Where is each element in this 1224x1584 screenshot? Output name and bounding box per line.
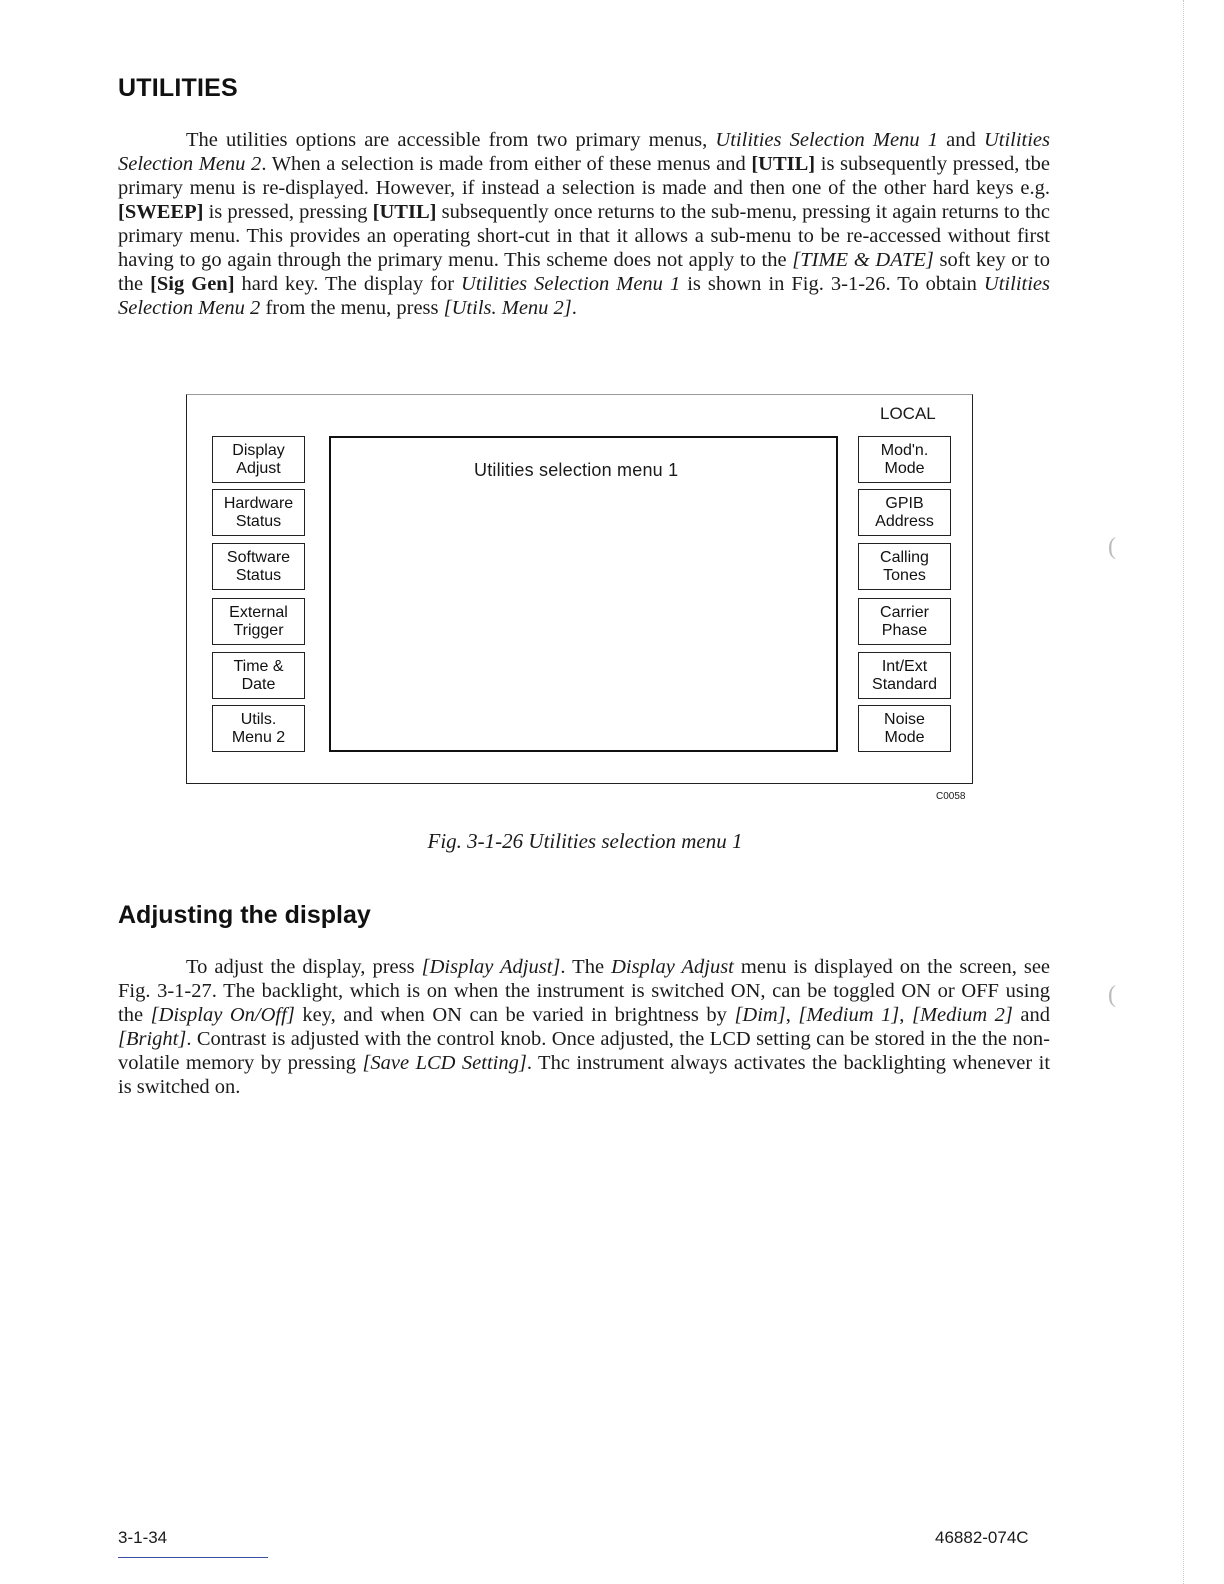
figure-caption: Fig. 3-1-26 Utilities selection menu 1: [427, 829, 743, 853]
softkey-int-ext-standard[interactable]: Int/Ext Standard: [858, 652, 951, 699]
softkey-hardware-status[interactable]: Hardware Status: [212, 489, 305, 536]
softkey-utils-menu-2[interactable]: Utils. Menu 2: [212, 705, 305, 752]
softkey-modn-mode[interactable]: Mod'n. Mode: [858, 436, 951, 483]
display-adjust-paragraph: To adjust the display, press [Display Adjust]. The Display Adjust menu is displayed on the screen, see Fig. 3-1-27. The backlight, which is on when the instrument is switched ON, can be toggled ON or OFF using the [Display On/Off] key, and when ON can be varied in brightness by [Dim], [Medium 1], [Medium 2] and [Bright]. Contrast is adjusted with the control knob. Once adjusted, the LCD setting can be stored in the the non-volatile memory by pressing [Save LCD Setting]. Thc instrument always activates the backlighting whenever it is switched on.: [118, 956, 1051, 1098]
softkey-gpib-address[interactable]: GPIB Address: [858, 489, 951, 536]
scan-mark: (: [1108, 534, 1116, 560]
footer-rule: [118, 1557, 268, 1558]
section-title-adjusting-display: Adjusting the display: [118, 901, 371, 929]
scan-mark: (: [1108, 982, 1116, 1008]
intro-paragraph: The utilities options are accessible from two primary menus, Utilities Selection Menu 1 and Utilities Selection Menu 2. When a selection is made from either of these menus and [UTIL] is subsequently pressed, tbe primary menu is re-displayed. However, if instead a selection is made and then one of the other hard keys e.g. [SWEEP] is pressed, pressing [UTIL] subsequently once returns to the sub-menu, pressing it again returns to thc primary menu. This provides an operating short-cut in that it allows a sub-menu to be re-accessed without first having to go again through the primary menu. This scheme does not apply to the [TIME & DATE] soft key or to the [Sig Gen] hard key. The display for Utilities Selection Menu 1 is shown in Fig. 3-1-26. To obtain Utilities Selection Menu 2 from the menu, press [Utils. Menu 2].: [118, 129, 1050, 319]
softkey-display-adjust[interactable]: Display Adjust: [212, 436, 305, 483]
status-local: LOCAL: [880, 404, 936, 423]
softkey-time-date[interactable]: Time & Date: [212, 652, 305, 699]
page-number: 3-1-34: [118, 1528, 168, 1547]
document-number: 46882-074C: [935, 1528, 1029, 1547]
scan-edge-line: [1183, 0, 1184, 1584]
section-title: UTILITIES: [118, 74, 238, 102]
screen-title: Utilities selection menu 1: [474, 460, 679, 480]
softkey-external-trigger[interactable]: External Trigger: [212, 598, 305, 645]
softkey-noise-mode[interactable]: Noise Mode: [858, 705, 951, 752]
softkey-software-status[interactable]: Software Status: [212, 543, 305, 590]
softkey-calling-tones[interactable]: Calling Tones: [858, 543, 951, 590]
screen-display: [329, 436, 838, 752]
softkey-carrier-phase[interactable]: Carrier Phase: [858, 598, 951, 645]
figure-code: C0058: [936, 791, 966, 802]
